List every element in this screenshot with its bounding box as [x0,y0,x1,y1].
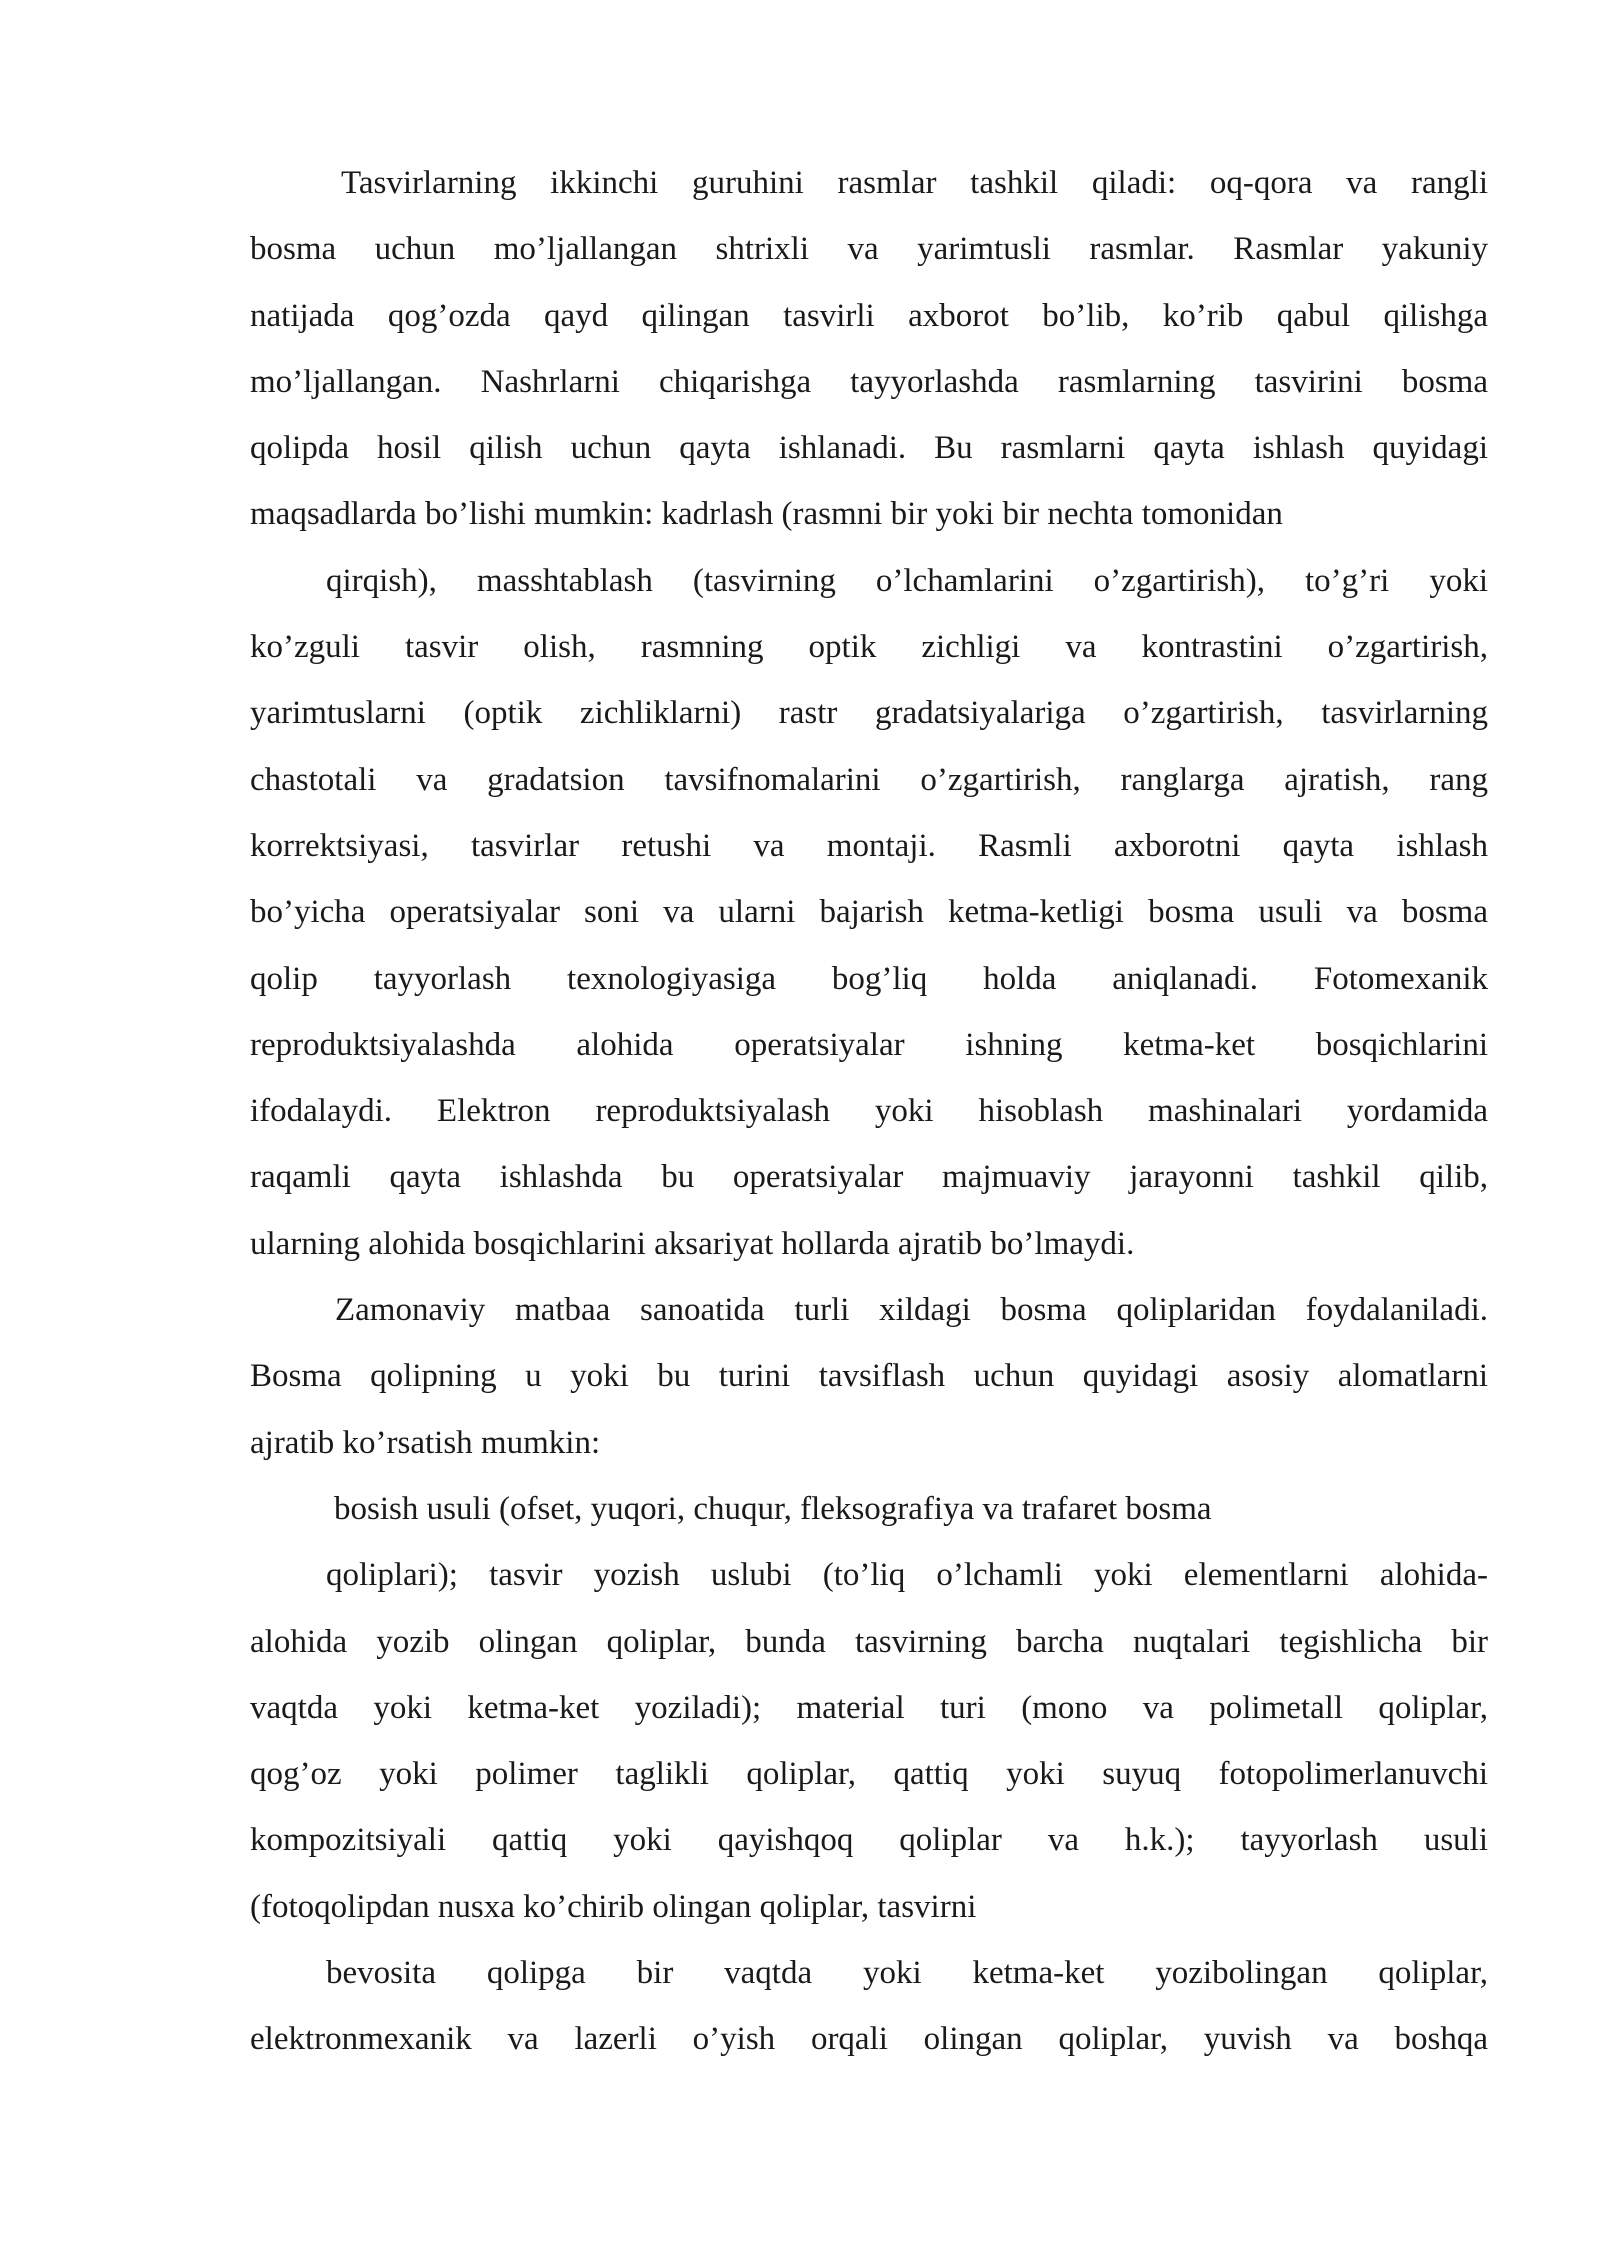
text-line: ko’zguli tasvir olish, rasmning optik zichligi va kontrastini o’zgartirish, [250,629,1488,666]
text-line: qolipda hosil qilish uchun qayta ishlanadi. Bu rasmlarni qayta ishlash quyidagi [250,430,1488,467]
text-line: qoliplari); tasvir yozish uslubi (to’liq o’lchamli yoki elementlarni alohida- [326,1557,1488,1594]
text-line: Zamonaviy matbaa sanoatida turli xildagi bosma qoliplaridan foydalaniladi. [335,1292,1488,1329]
text-line: reproduktsiyalashda alohida operatsiyalar ishning ketma-ket bosqichlarini [250,1026,1488,1063]
text-line: vaqtda yoki ketma-ket yoziladi); material turi (mono va polimetall qoliplar, [250,1689,1488,1726]
text-line: chastotali va gradatsion tavsifnomalarini o’zgartirish, ranglarga ajratish, rang [250,761,1488,798]
text-line: qog’oz yoki polimer taglikli qoliplar, qattiq yoki suyuq fotopolimerlanuvchi [250,1756,1488,1793]
text-line: ularning alohida bosqichlarini aksariyat hollarda ajratib bo’lmaydi. [250,1225,1135,1262]
text-line: ifodalaydi. Elektron reproduktsiyalash yoki hisoblash mashinalari yordamida [250,1093,1488,1130]
text-line: korrektsiyasi, tasvirlar retushi va montaji. Rasmli axborotni qayta ishlash [250,827,1488,864]
text-line: (fotoqolipdan nusxa ko’chirib olingan qoliplar, tasvirni [250,1888,977,1925]
text-line: alohida yozib olingan qoliplar, bunda tasvirning barcha nuqtalari tegishlicha bir [250,1623,1488,1660]
text-line: qirqish), masshtablash (tasvirning o’lchamlarini o’zgartirish), to’g’ri yoki [326,562,1488,599]
text-line: qolip tayyorlash texnologiyasiga bog’liq holda aniqlanadi. Fotomexanik [250,960,1488,997]
text-line: bosma uchun mo’ljallangan shtrixli va yarimtusli rasmlar. Rasmlar yakuniy [250,231,1488,268]
text-line: yarimtuslarni (optik zichliklarni) rastr gradatsiyalariga o’zgartirish, tasvirlarning [250,695,1488,732]
text-line: bosish usuli (ofset, yuqori, chuqur, fleksografiya va trafaret bosma [334,1490,1212,1527]
text-line: kompozitsiyali qattiq yoki qayishqoq qoliplar va h.k.); tayyorlash usuli [250,1822,1488,1859]
text-line: natijada qog’ozda qayd qilingan tasvirli axborot bo’lib, ko’rib qabul qilishga [250,297,1488,334]
text-line: Bosma qolipning u yoki bu turini tavsiflash uchun quyidagi asosiy alomatlarni [250,1358,1488,1395]
text-line: bo’yicha operatsiyalar soni va ularni bajarish ketma-ketligi bosma usuli va bosma [250,894,1488,931]
text-line: ajratib ko’rsatish mumkin: [250,1424,601,1461]
text-line: Tasvirlarning ikkinchi guruhini rasmlar tashkil qiladi: oq-qora va rangli [341,165,1488,201]
text-line: maqsadlarda bo’lishi mumkin: kadrlash (rasmni bir yoki bir nechta tomonidan [250,496,1283,533]
text-line: elektronmexanik va lazerli o’yish orqali olingan qoliplar, yuvish va boshqa [250,2021,1488,2058]
text-line: mo’ljallangan. Nashrlarni chiqarishga tayyorlashda rasmlarning tasvirini bosma [250,363,1488,400]
text-line: bevosita qolipga bir vaqtda yoki ketma-ket yozibolingan qoliplar, [326,1955,1488,1992]
body-text [250,150,1488,2073]
text-line: raqamli qayta ishlashda bu operatsiyalar majmuaviy jarayonni tashkil qilib, [250,1159,1488,1196]
